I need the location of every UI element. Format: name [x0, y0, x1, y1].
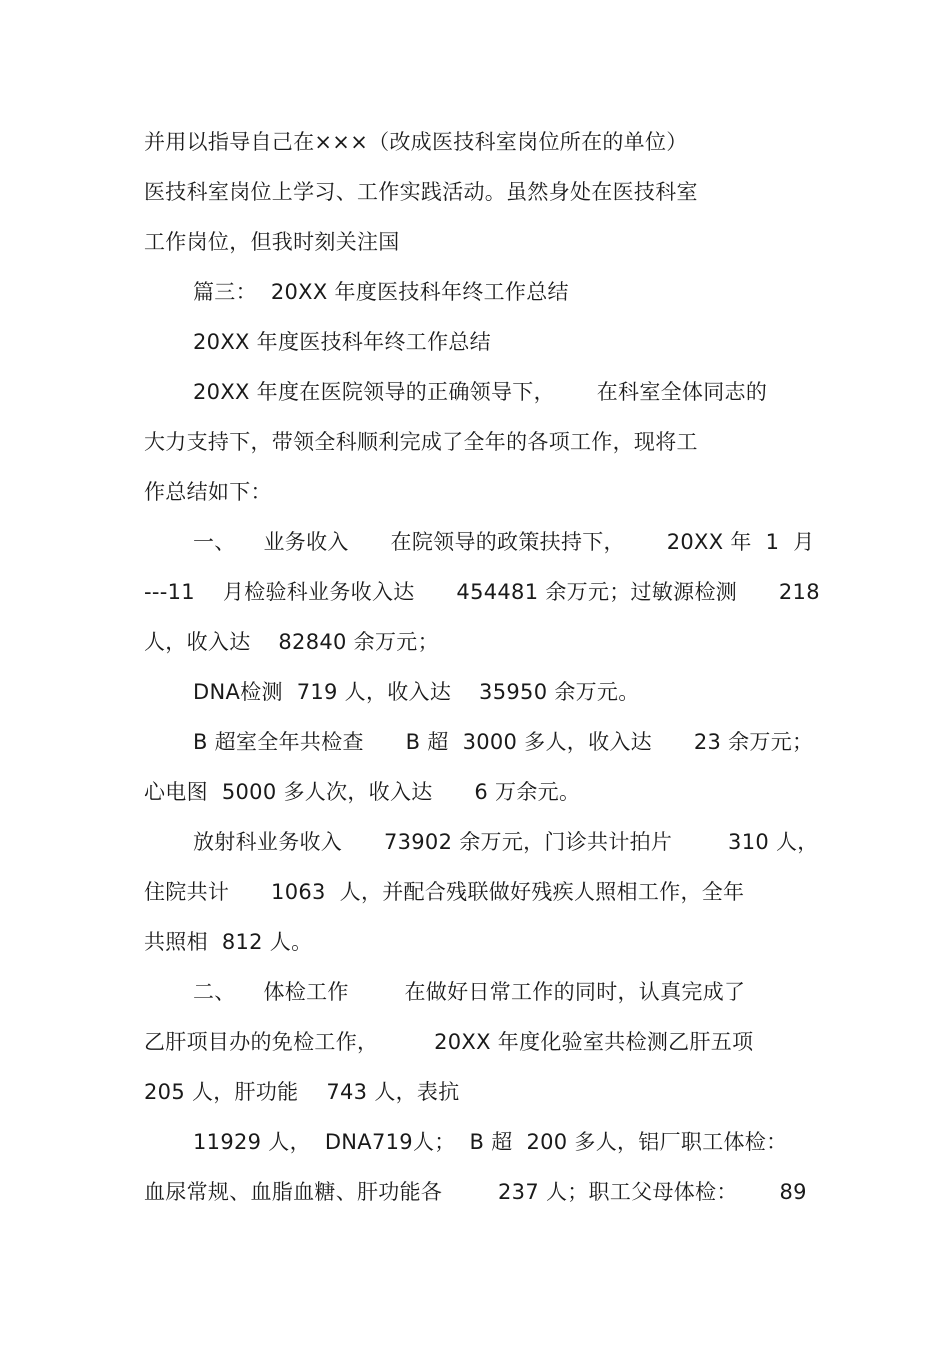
document-title: 20XX 年度医技科年终工作总结 [193, 330, 491, 354]
text-line: 11929 人， DNA719人； B 超 200 多人，铝厂职工体检： [193, 1130, 788, 1154]
text-line: 医技科室岗位上学习、工作实践活动。虽然身处在医技科室 [144, 180, 698, 204]
text-line: 共照相 812 人。 [144, 930, 313, 954]
text-line: 人，收入达 82840 余万元； [144, 630, 439, 654]
text-line: 工作岗位，但我时刻关注国 [144, 230, 400, 254]
text-line: 住院共计 1063 人，并配合残联做好残疾人照相工作，全年 [144, 880, 745, 904]
text-line: 心电图 5000 多人次，收入达 6 万余元。 [144, 780, 581, 804]
text-line: 乙肝项目办的免检工作， 20XX 年度化验室共检测乙肝五项 [144, 1030, 754, 1054]
text-line: 作总结如下： [144, 480, 272, 504]
text-line: 血尿常规、血脂血糖、肝功能各 237 人；职工父母体检： 89 [144, 1180, 807, 1204]
text-line: B 超室全年共检查 B 超 3000 多人，收入达 23 余万元； [193, 730, 814, 754]
text-line: 205 人，肝功能 743 人，表抗 [144, 1080, 460, 1104]
text-line: 20XX 年度在医院领导的正确领导下， 在科室全体同志的 [193, 380, 768, 404]
text-line: 放射科业务收入 73902 余万元，门诊共计拍片 310 人， [193, 830, 819, 854]
text-line: DNA检测 719 人，收入达 35950 余万元。 [193, 680, 640, 704]
text-line: 一、 业务收入 在院领导的政策扶持下， 20XX 年 1 月 [193, 530, 815, 554]
section-heading: 篇三： 20XX 年度医技科年终工作总结 [193, 280, 569, 304]
text-line: 二、 体检工作 在做好日常工作的同时，认真完成了 [193, 980, 746, 1004]
text-line: 并用以指导自己在×××（改成医技科室岗位所在的单位） [144, 130, 688, 154]
text-line: ---11 月检验科业务收入达 454481 余万元；过敏源检测 218 [144, 580, 820, 604]
text-line: 大力支持下，带领全科顺利完成了全年的各项工作，现将工 [144, 430, 698, 454]
